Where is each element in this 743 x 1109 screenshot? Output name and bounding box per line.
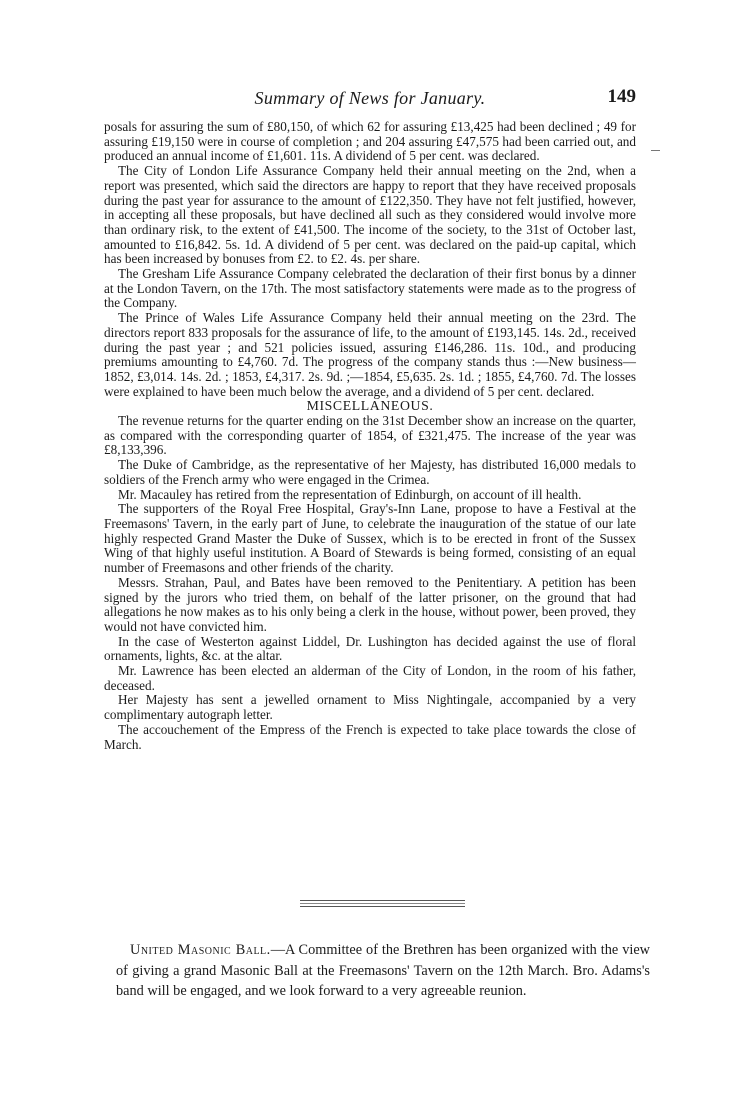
misc-paragraph-5: Messrs. Strahan, Paul, and Bates have been removed to the Penitentiary. A petition has been signed by the jurors who tried them, on behalf of the latter prisoner, on the ground that had allegations he now makes as to his only being a clerk in the house, without power, been proved, they would not have convicted him. xyxy=(104,574,636,634)
divider-line xyxy=(300,906,465,907)
insurance-paragraph-4: The Prince of Wales Life Assurance Company held their annual meeting on the 23rd. The directors report 833 proposals for the assurance of life, to the amount of £193,145. 14s. 2d., received during the past year ; and 521 policies issued, assuring £146,286. 11s. 10d., and producing premiums amounting to £4,760. 7d. The progress of the company stands thus :—New business—1852, £3,014. 14s. 2d. ; 1853, £4,317. 2s. 9d. ;—1854, £5,635. 2s. 1d. ; 1855, £4,760. 7d. The losses were explained to have been much below the average, and a dividend of 5 per cent. declared. xyxy=(104,310,636,399)
divider-line xyxy=(300,903,465,904)
section-heading-miscellaneous: MISCELLANEOUS. xyxy=(306,398,434,414)
misc-paragraph-3: Mr. Macauley has retired from the representation of Edinburgh, on account of ill health. xyxy=(118,486,582,502)
masonic-ball-notice xyxy=(116,940,650,1002)
misc-paragraph-4: The supporters of the Royal Free Hospital, Gray's-Inn Lane, propose to have a Festival at the Freemasons' Tavern, in the early part of June, to celebrate the inauguration of the statue of our late highly respected Grand Master the Duke of Sussex, which is to be erected in front of the Sussex Wing of that highly useful institution. A Board of Stewards is being formed, consisting of an equal number of Freemasons and other friends of the charity. xyxy=(104,501,636,576)
misc-paragraph-8: Her Majesty has sent a jewelled ornament to Miss Nightingale, accompanied by a very complimentary autograph letter. xyxy=(104,692,636,723)
misc-paragraph-6: In the case of Westerton against Liddel, Dr. Lushington has decided against the use of floral ornaments, lights, &c. at the altar. xyxy=(104,633,636,664)
misc-paragraph-1: The revenue returns for the quarter ending on the 31st December show an increase on the quarter, as compared with the corresponding quarter of 1854, of £321,475. The increase of the year was £8,133,396. xyxy=(104,413,636,458)
page-header xyxy=(104,88,636,112)
notice-lead: United Masonic Ball. xyxy=(130,942,271,958)
divider-line xyxy=(300,900,465,901)
insurance-paragraph-2: The City of London Life Assurance Company held their annual meeting on the 2nd, when a report was presented, which said the directors are happy to report that they have received proposals during the past year for assurance to the amount of £122,350. They have not felt justified, however, in accepting all these proposals, but have declined all such as they considered would involve more than ordinary risk, to the extent of £41,500. The income of the society, to the 31st of October last, amounted to £16,842. 5s. 1d. A dividend of 5 per cent. was declared on the paid-up capital, which has been increased by bonuses from £2. to £2. 4s. per share. xyxy=(104,163,636,267)
notice-body: —A Committee of the Brethren has been organized with the view of giving a grand Masonic Ball at the Freemasons' Tavern on the 12th March. Bro. Adams's band will be engaged, and we look forward to a very agreeable reunion. xyxy=(116,942,651,999)
news-column xyxy=(104,120,636,752)
section-divider xyxy=(300,900,465,912)
running-title: Summary of News for January. xyxy=(254,88,486,108)
notice-paragraph xyxy=(116,940,650,1002)
misc-paragraph-7: Mr. Lawrence has been elected an alderman of the City of London, in the room of his father, deceased. xyxy=(104,663,636,693)
margin-mark xyxy=(651,150,660,151)
misc-paragraph-9: The accouchement of the Empress of the French is expected to take place towards the close of March. xyxy=(104,721,636,752)
insurance-paragraph-1: posals for assuring the sum of £80,150, of which 62 for assuring £13,425 had been declined ; 49 for assuring £19,150 were in course of completion ; and 204 assuring £47,575 had been carried out, and produced an annual income of £1,601. 11s. A dividend of 5 per cent. was declared. xyxy=(104,119,636,164)
misc-paragraph-2: The Duke of Cambridge, as the representative of her Majesty, has distributed 16,000 medals to soldiers of the French army who were engaged in the Crimea. xyxy=(104,457,636,487)
page-number: 149 xyxy=(607,86,636,107)
insurance-paragraph-3: The Gresham Life Assurance Company celebrated the declaration of their first bonus by a dinner at the London Tavern, on the 17th. The most satisfactory statements were made as to the progress of the Company. xyxy=(104,266,636,311)
